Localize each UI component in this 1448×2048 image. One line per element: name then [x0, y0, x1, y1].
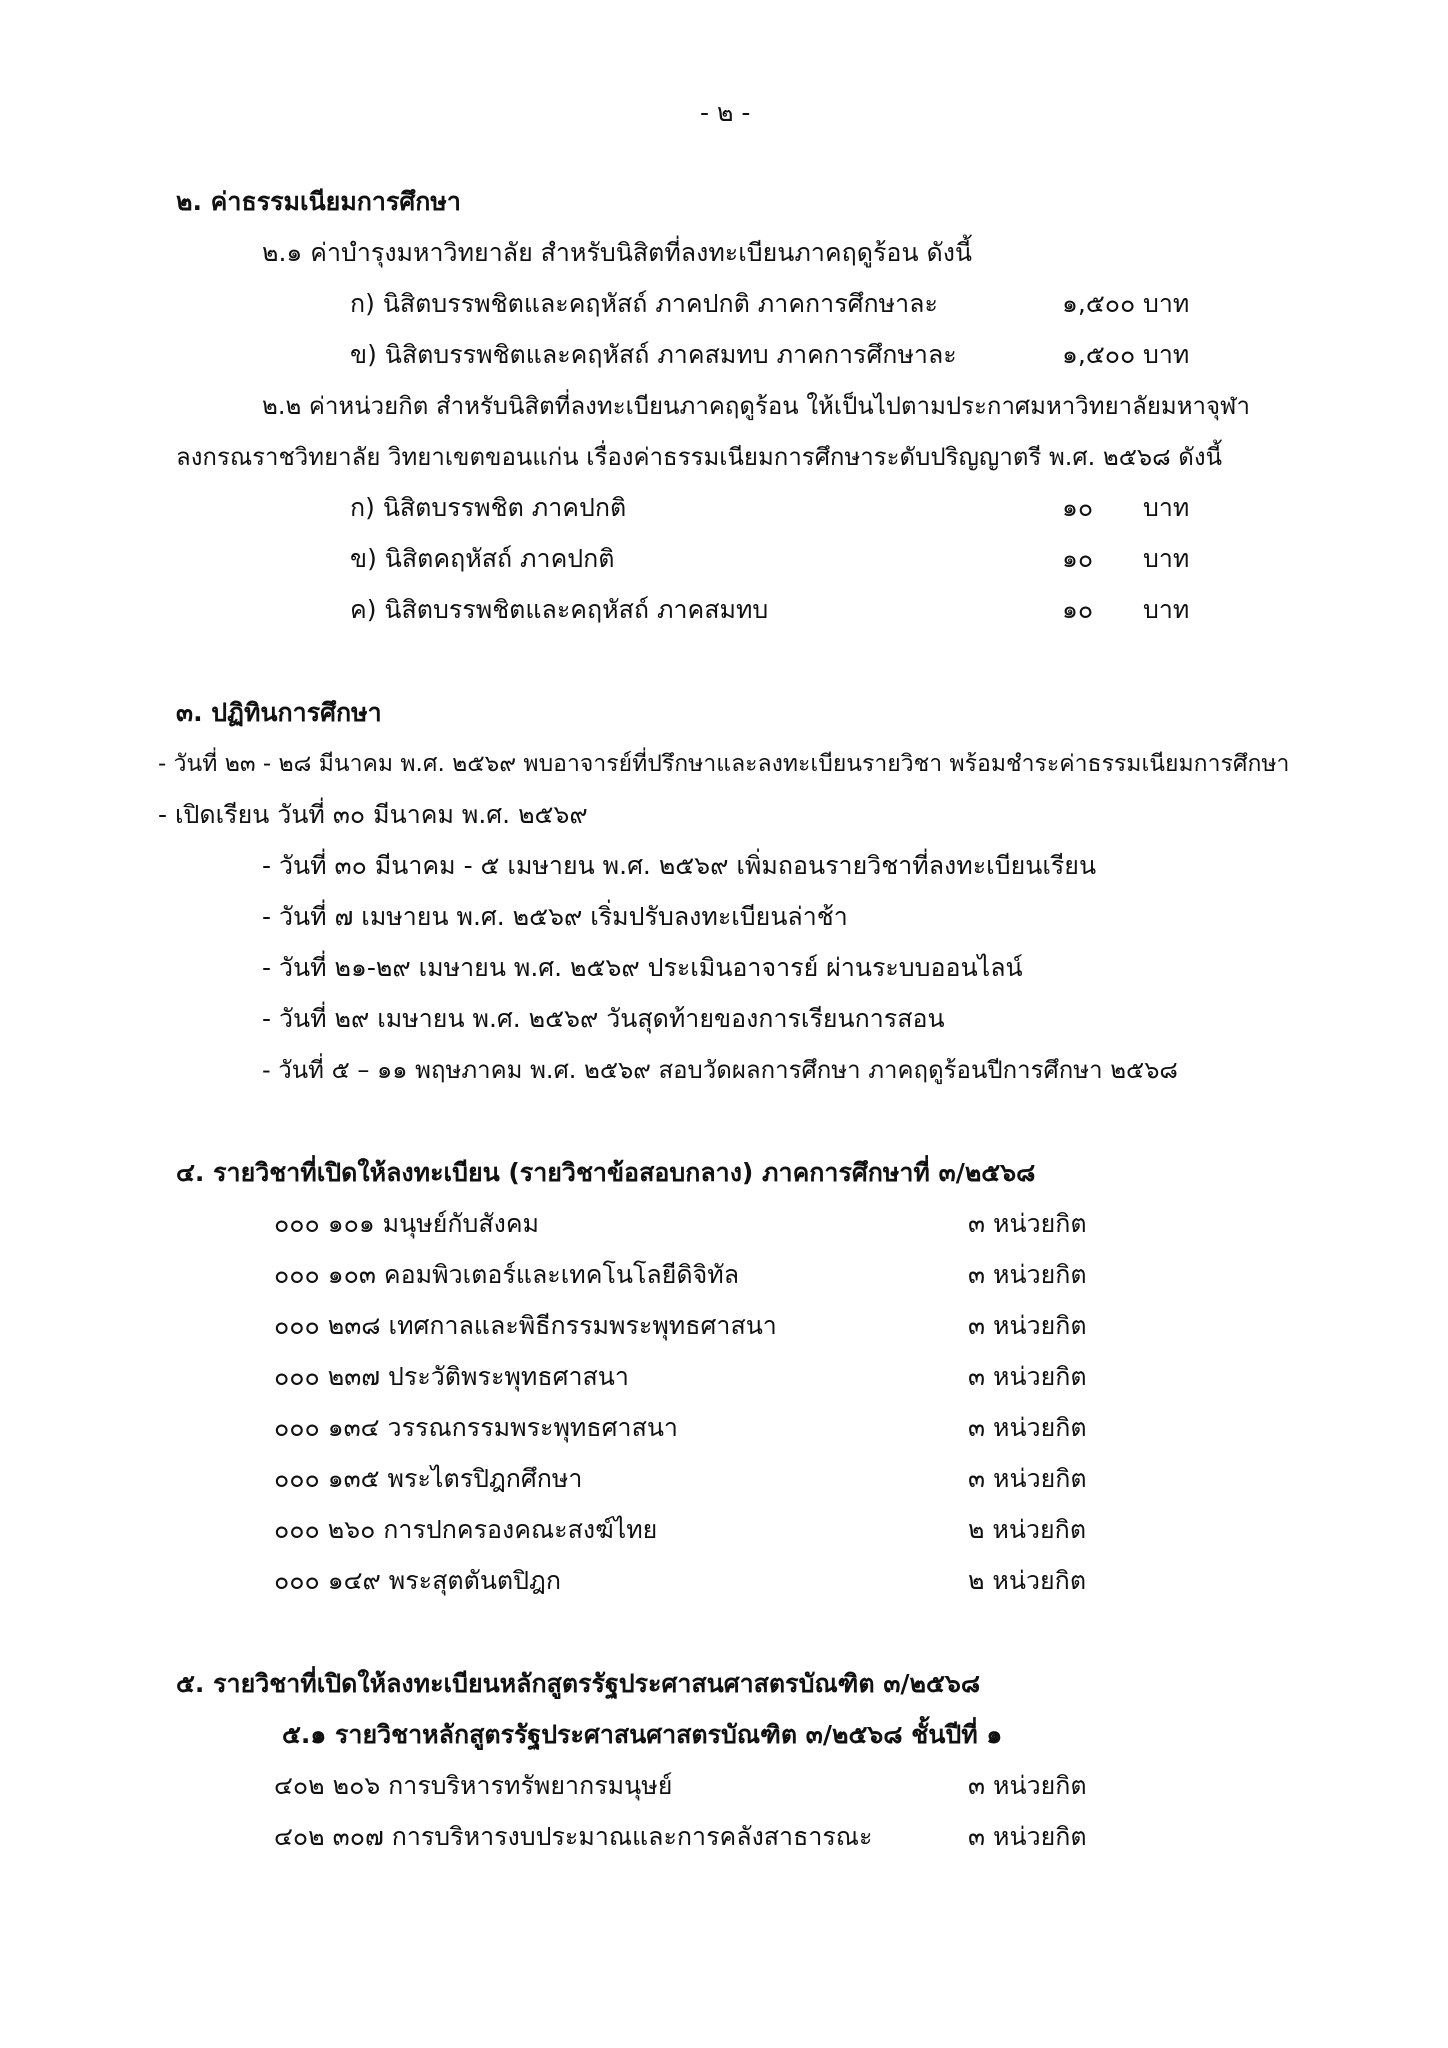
course-credits: ๒ หน่วยกิต	[968, 1566, 1087, 1595]
calendar-subitem: - วันที่ ๒๙ เมษายน พ.ศ. ๒๕๖๙ วันสุดท้ายของการเรียนการสอน	[262, 1004, 945, 1033]
credit-fee-label: ข) นิสิตคฤหัสถ์ ภาคปกติ	[350, 544, 615, 573]
section-2-2-line-2: ลงกรณราชวิทยาลัย วิทยาเขตขอนแก่น เรื่องค่าธรรมเนียมการศึกษาระดับปริญญาตรี พ.ศ. ๒๕๖๘ ดังนี้	[176, 443, 1222, 471]
course-credits: ๓ หน่วยกิต	[968, 1771, 1087, 1800]
section-5-1-heading: ๕.๑ รายวิชาหลักสูตรรัฐประศาสนศาสตรบัณฑิต ๓/๒๕๖๘ ชั้นปีที่ ๑	[282, 1720, 1003, 1749]
course-credits: ๓ หน่วยกิต	[968, 1464, 1087, 1493]
section-2-heading: ๒. ค่าธรรมเนียมการศึกษา	[176, 187, 461, 216]
course-credits: ๓ หน่วยกิต	[968, 1822, 1087, 1851]
course-name: ๔๐๒ ๒๐๖ การบริหารทรัพยากรมนุษย์	[274, 1771, 673, 1800]
course-credits: ๓ หน่วยกิต	[968, 1260, 1087, 1289]
credit-fee-unit: บาท	[1143, 544, 1190, 573]
credit-fee-unit: บาท	[1143, 493, 1190, 522]
fee-item-amount: ๑,๕๐๐	[1062, 289, 1136, 318]
credit-fee-label: ก) นิสิตบรรพชิต ภาคปกติ	[350, 493, 627, 522]
course-name: ๐๐๐ ๒๓๘ เทศกาลและพิธีกรรมพระพุทธศาสนา	[274, 1311, 777, 1340]
course-name: ๐๐๐ ๒๓๗ ประวัติพระพุทธศาสนา	[274, 1362, 629, 1391]
calendar-subitem: - วันที่ ๒๑-๒๙ เมษายน พ.ศ. ๒๕๖๙ ประเมินอาจารย์ ผ่านระบบออนไลน์	[262, 953, 1023, 982]
calendar-item: - เปิดเรียน วันที่ ๓๐ มีนาคม พ.ศ. ๒๕๖๙	[158, 800, 588, 829]
course-credits: ๓ หน่วยกิต	[968, 1362, 1087, 1391]
fee-item-label: ข) นิสิตบรรพชิตและคฤหัสถ์ ภาคสมทบ ภาคการศึกษาละ	[350, 340, 957, 369]
course-credits: ๓ หน่วยกิต	[968, 1311, 1087, 1340]
page-number: - ๒ -	[700, 98, 751, 127]
section-3-heading: ๓. ปฏิทินการศึกษา	[176, 698, 382, 727]
course-name: ๐๐๐ ๑๔๙ พระสุตตันตปิฎก	[274, 1566, 561, 1595]
course-name: ๐๐๐ ๒๖๐ การปกครองคณะสงฆ์ไทย	[274, 1515, 658, 1544]
section-2-2-line-1: ๒.๒ ค่าหน่วยกิต สำหรับนิสิตที่ลงทะเบียนภาคฤดูร้อน ให้เป็นไปตามประกาศมหาวิทยาลัยมหาจุฬา	[262, 392, 1250, 420]
calendar-subitem: - วันที่ ๕ – ๑๑ พฤษภาคม พ.ศ. ๒๕๖๙ สอบวัดผลการศึกษา ภาคฤดูร้อนปีการศึกษา ๒๕๖๘	[262, 1056, 1178, 1084]
credit-fee-label: ค) นิสิตบรรพชิตและคฤหัสถ์ ภาคสมทบ	[350, 595, 769, 624]
credit-fee-amount: ๑๐	[1062, 595, 1094, 624]
course-name: ๐๐๐ ๑๓๕ พระไตรปิฎกศึกษา	[274, 1464, 583, 1493]
calendar-item: - วันที่ ๒๓ - ๒๘ มีนาคม พ.ศ. ๒๕๖๙ พบอาจารย์ที่ปรึกษาและลงทะเบียนรายวิชา พร้อมชำระค่าธรรมเนียมการศึกษา	[158, 751, 1290, 777]
credit-fee-unit: บาท	[1143, 595, 1190, 624]
course-name: ๐๐๐ ๑๓๔ วรรณกรรมพระพุทธศาสนา	[274, 1413, 678, 1442]
calendar-subitem: - วันที่ ๓๐ มีนาคม - ๕ เมษายน พ.ศ. ๒๕๖๙ เพิ่มถอนรายวิชาที่ลงทะเบียนเรียน	[262, 851, 1097, 880]
fee-item-amount: ๑,๕๐๐	[1062, 340, 1136, 369]
section-2-1-title: ๒.๑ ค่าบำรุงมหาวิทยาลัย สำหรับนิสิตที่ลงทะเบียนภาคฤดูร้อน ดังนี้	[262, 238, 973, 267]
course-credits: ๓ หน่วยกิต	[968, 1209, 1087, 1238]
course-name: ๔๐๒ ๓๐๗ การบริหารงบประมาณและการคลังสาธารณะ	[274, 1822, 873, 1851]
credit-fee-amount: ๑๐	[1062, 544, 1094, 573]
course-credits: ๓ หน่วยกิต	[968, 1413, 1087, 1442]
fee-item-unit: บาท	[1143, 340, 1190, 369]
course-name: ๐๐๐ ๑๐๓ คอมพิวเตอร์และเทคโนโลยีดิจิทัล	[274, 1260, 740, 1289]
course-credits: ๒ หน่วยกิต	[968, 1515, 1087, 1544]
fee-item-label: ก) นิสิตบรรพชิตและคฤหัสถ์ ภาคปกติ ภาคการศึกษาละ	[350, 289, 938, 318]
course-name: ๐๐๐ ๑๐๑ มนุษย์กับสังคม	[274, 1209, 540, 1238]
section-5-heading: ๕. รายวิชาที่เปิดให้ลงทะเบียนหลักสูตรรัฐประศาสนศาสตรบัณฑิต ๓/๒๕๖๘	[176, 1669, 981, 1698]
calendar-subitem: - วันที่ ๗ เมษายน พ.ศ. ๒๕๖๙ เริ่มปรับลงทะเบียนล่าช้า	[262, 902, 848, 931]
credit-fee-amount: ๑๐	[1062, 493, 1094, 522]
fee-item-unit: บาท	[1143, 289, 1190, 318]
section-4-heading: ๔. รายวิชาที่เปิดให้ลงทะเบียน (รายวิชาข้อสอบกลาง) ภาคการศึกษาที่ ๓/๒๕๖๘	[176, 1158, 1036, 1187]
